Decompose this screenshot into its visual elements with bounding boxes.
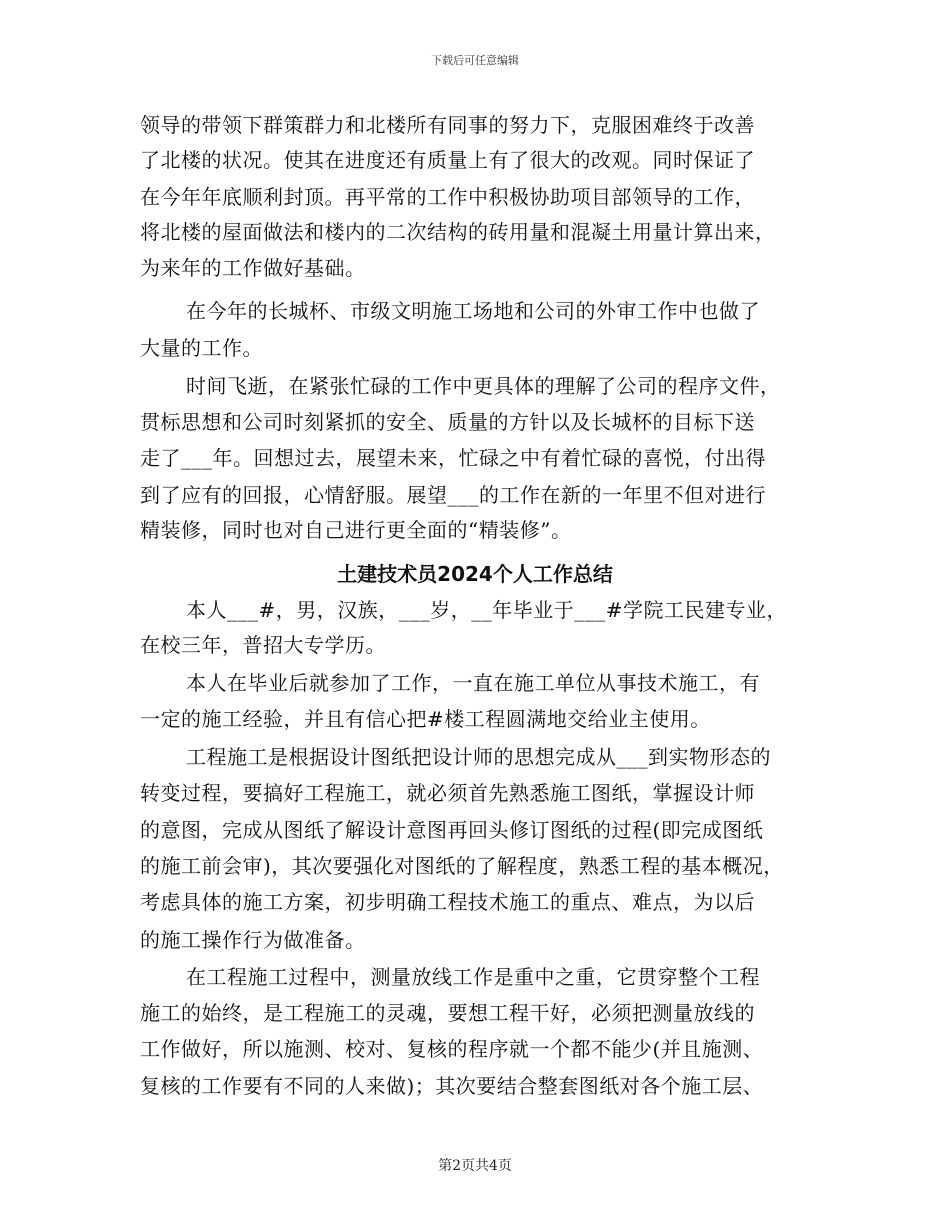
text-line: 为来年的工作做好基础。 [140,256,366,280]
text-line: 本人在毕业后就参加了工作，一直在施工单位从事技术施工，有 [186,671,760,695]
text-line: 将北楼的屋面做法和楼内的二次结构的砖用量和混凝土用量计算出来， [140,220,776,244]
text-line: 领导的带领下群策群力和北楼所有同事的努力下，克服困难终于改善 [140,113,755,137]
text-line: 到了应有的回报，心情舒服。展望___的工作在新的一年里不但对进行 [140,483,766,507]
page-footer: 第2页共4页 [438,1158,512,1174]
text-line: 贯标思想和公司时刻紧抓的安全、质量的方针以及长城杯的目标下送 [140,410,755,434]
text-line: 走了___年。回想过去，展望未来，忙碌之中有着忙碌的喜悦，付出得 [140,446,766,470]
text-line: 转变过程，要搞好工程施工，就必须首先熟悉施工图纸，掌握设计师 [140,781,755,805]
section-title: 土建技术员2024个人工作总结 [337,562,613,586]
text-line: 复核的工作要有不同的人来做)；其次要结合整套图纸对各个施工层、 [140,1074,764,1098]
text-line: 的意图，完成从图纸了解设计意图再回头修订图纸的过程(即完成图纸 [140,818,764,842]
text-line: 考虑具体的施工方案，初步明确工程技术施工的重点、难点，为以后 [140,890,755,914]
text-line: 的施工操作行为做准备。 [140,928,366,952]
page-header: 下载后可任意编辑 [431,54,519,67]
text-line: 工作做好，所以施测、校对、复核的程序就一个都不能少(并且施测、 [140,1037,764,1061]
text-line: 的施工前会审)，其次要强化对图纸的了解程度，熟悉工程的基本概况， [140,854,784,878]
text-line: 工程施工是根据设计图纸把设计师的思想完成从___到实物形态的 [186,745,771,769]
text-line: 施工的始终，是工程施工的灵魂，要想工程干好，必须把测量放线的 [140,1001,755,1025]
text-line: 在工程施工过程中，测量放线工作是重中之重，它贯穿整个工程 [186,965,760,989]
text-line: 本人___#，男，汉族，___岁，__年毕业于___#学院工民建专业， [186,598,788,622]
text-line: 在今年年底顺利封顶。再平常的工作中积极协助项目部领导的工作， [140,185,755,209]
text-line: 在今年的长城杯、市级文明施工场地和公司的外审工作中也做了 [186,299,760,323]
text-line: 了北楼的状况。使其在进度还有质量上有了很大的改观。同时保证了 [140,148,755,172]
text-line: 精装修，同时也对自己进行更全面的“精装修”。 [140,518,572,542]
text-line: 一定的施工经验，并且有信心把#楼工程圆满地交给业主使用。 [140,707,711,731]
text-line: 在校三年，普招大专学历。 [140,633,386,657]
text-line: 大量的工作。 [140,336,263,360]
text-line: 时间飞逝，在紧张忙碌的工作中更具体的理解了公司的程序文件， [186,374,781,398]
